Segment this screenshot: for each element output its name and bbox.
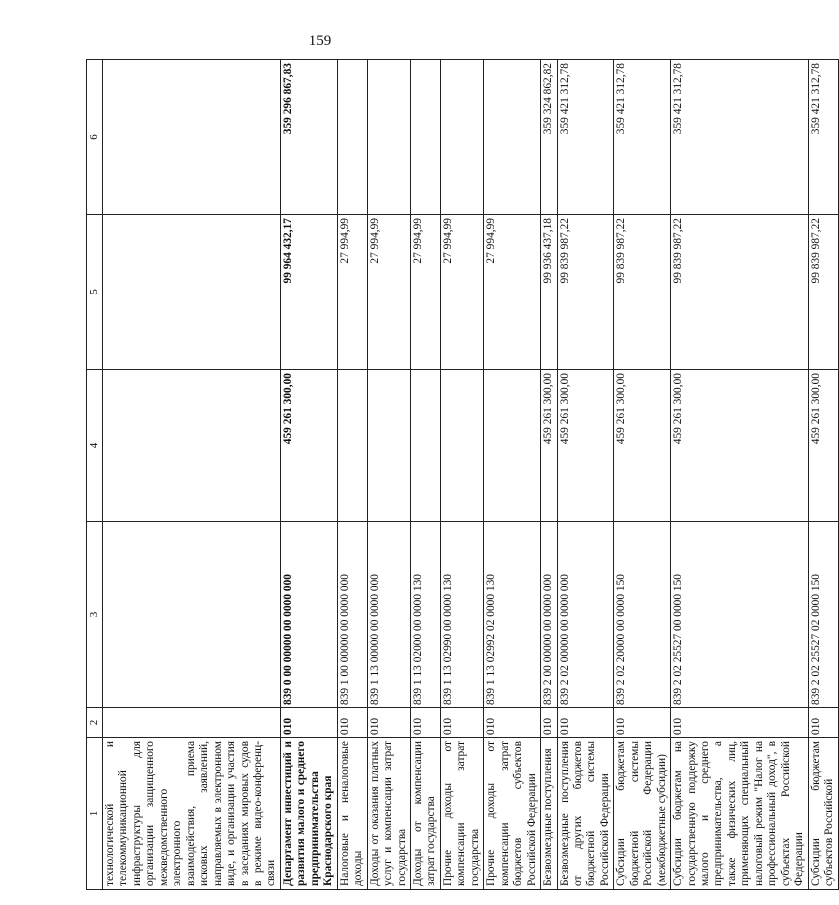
row-executed-cell: 27 994,99: [440, 215, 483, 370]
table-row: [484, 60, 541, 890]
row-description-cell: Департамент инвестиций и развития малого и среднего предпринимательства Краснодарского края: [280, 738, 337, 890]
row-remaining-cell: 359 324 862,82: [541, 60, 557, 215]
row-code-cell: 010: [367, 708, 410, 738]
column-header: 2: [87, 708, 103, 738]
row-executed-cell: 99 964 432,17: [280, 215, 337, 370]
column-header: 6: [87, 60, 103, 215]
row-classification-cell: 839 2 02 00000 00 0000 000: [557, 522, 614, 708]
row-code-cell: 010: [440, 708, 483, 738]
row-classification-cell: 839 1 13 02000 00 0000 130: [410, 522, 440, 708]
row-classification-cell: 839 0 00 00000 00 0000 000: [280, 522, 337, 708]
table-row: [440, 60, 483, 890]
column-number-row: [87, 60, 103, 890]
row-planned-cell: [337, 370, 367, 522]
row-description-cell: Налоговые и неналоговые доходы: [337, 738, 367, 890]
row-description-cell: Доходы от оказания платных услуг и компенсации затрат государства: [367, 738, 410, 890]
table-row: [410, 60, 440, 890]
row-classification-cell: 839 1 13 02990 00 0000 130: [440, 522, 483, 708]
table-row: [808, 60, 838, 890]
table-row: [557, 60, 614, 890]
row-remaining-cell: [337, 60, 367, 215]
table-row: [280, 60, 337, 890]
table-row: [103, 60, 281, 890]
row-description-cell: Субсидии бюджетам бюджетной системы Российской Федерации (межбюджетные субсидии): [614, 738, 671, 890]
row-planned-cell: [484, 370, 541, 522]
row-executed-cell: 99 839 987,22: [557, 215, 614, 370]
row-planned-cell: 459 261 300,00: [541, 370, 557, 522]
row-description-cell: Субсидии бюджетам субъектов Российской: [808, 738, 838, 890]
row-remaining-cell: [103, 60, 281, 215]
column-header: 3: [87, 522, 103, 708]
row-remaining-cell: 359 296 867,83: [280, 60, 337, 215]
row-classification-cell: 839 1 00 00000 00 0000 000: [337, 522, 367, 708]
row-executed-cell: 99 839 987,22: [671, 215, 809, 370]
row-classification-cell: [103, 522, 281, 708]
row-code-cell: 010: [280, 708, 337, 738]
row-classification-cell: 839 1 13 02992 02 0000 130: [484, 522, 541, 708]
row-executed-cell: 99 839 987,22: [808, 215, 838, 370]
row-planned-cell: [367, 370, 410, 522]
row-executed-cell: 99 936 437,18: [541, 215, 557, 370]
table-row: [541, 60, 557, 890]
row-code-cell: 010: [541, 708, 557, 738]
row-code-cell: [103, 708, 281, 738]
row-executed-cell: 99 839 987,22: [614, 215, 671, 370]
row-planned-cell: 459 261 300,00: [280, 370, 337, 522]
row-executed-cell: [103, 215, 281, 370]
row-remaining-cell: [410, 60, 440, 215]
row-remaining-cell: 359 421 312,78: [671, 60, 809, 215]
row-planned-cell: 459 261 300,00: [557, 370, 614, 522]
row-planned-cell: 459 261 300,00: [671, 370, 809, 522]
row-code-cell: 010: [614, 708, 671, 738]
table-row: [671, 60, 809, 890]
row-code-cell: 010: [671, 708, 809, 738]
row-planned-cell: 459 261 300,00: [808, 370, 838, 522]
row-planned-cell: [440, 370, 483, 522]
row-description-cell: Доходы от компенсации затрат государства: [410, 738, 440, 890]
rotated-table-container: [86, 60, 836, 890]
revenue-table: [86, 59, 839, 890]
row-code-cell: 010: [410, 708, 440, 738]
row-description-cell: технологической и телекоммуникационной инфраструктуры для организации защищенного межведомственного электронного взаимодействия, приема исковых заявлений, направляемых в электронном виде, и организации участия в заседаниях мировых судов в режиме видео-конференц-связи: [103, 738, 281, 890]
row-remaining-cell: [440, 60, 483, 215]
row-description-cell: Субсидии бюджетам на государственную поддержку малого и среднего предпринимательства, а также физических лиц, применяющих специальный налоговый режим "Налог на профессиональный доход", в субъектах Российской Федерации: [671, 738, 809, 890]
row-code-cell: 010: [808, 708, 838, 738]
row-classification-cell: 839 2 02 20000 00 0000 150: [614, 522, 671, 708]
row-remaining-cell: 359 421 312,78: [614, 60, 671, 215]
table-row: [614, 60, 671, 890]
row-classification-cell: 839 2 02 25527 00 0000 150: [671, 522, 809, 708]
row-classification-cell: 839 1 13 00000 00 0000 000: [367, 522, 410, 708]
row-description-cell: Прочие доходы от компенсации затрат государства: [440, 738, 483, 890]
row-classification-cell: 839 2 00 00000 00 0000 000: [541, 522, 557, 708]
row-remaining-cell: [484, 60, 541, 215]
row-classification-cell: 839 2 02 25527 02 0000 150: [808, 522, 838, 708]
row-executed-cell: 27 994,99: [337, 215, 367, 370]
column-header: 4: [87, 370, 103, 522]
row-description-cell: Прочие доходы от компенсации затрат бюджетов субъектов Российской Федерации: [484, 738, 541, 890]
column-header: 5: [87, 215, 103, 370]
row-code-cell: 010: [484, 708, 541, 738]
row-description-cell: Безвозмездные поступления от других бюджетов бюджетной системы Российской Федерации: [557, 738, 614, 890]
row-planned-cell: [410, 370, 440, 522]
row-remaining-cell: 359 421 312,78: [557, 60, 614, 215]
row-description-cell: Безвозмездные поступления: [541, 738, 557, 890]
row-planned-cell: 459 261 300,00: [614, 370, 671, 522]
table-row: [337, 60, 367, 890]
table-row: [367, 60, 410, 890]
row-executed-cell: 27 994,99: [367, 215, 410, 370]
row-planned-cell: [103, 370, 281, 522]
row-remaining-cell: [367, 60, 410, 215]
row-executed-cell: 27 994,99: [484, 215, 541, 370]
row-executed-cell: 27 994,99: [410, 215, 440, 370]
row-remaining-cell: 359 421 312,78: [808, 60, 838, 215]
row-code-cell: 010: [337, 708, 367, 738]
column-header: 1: [87, 738, 103, 890]
row-code-cell: 010: [557, 708, 614, 738]
page-number: 159: [308, 33, 332, 49]
